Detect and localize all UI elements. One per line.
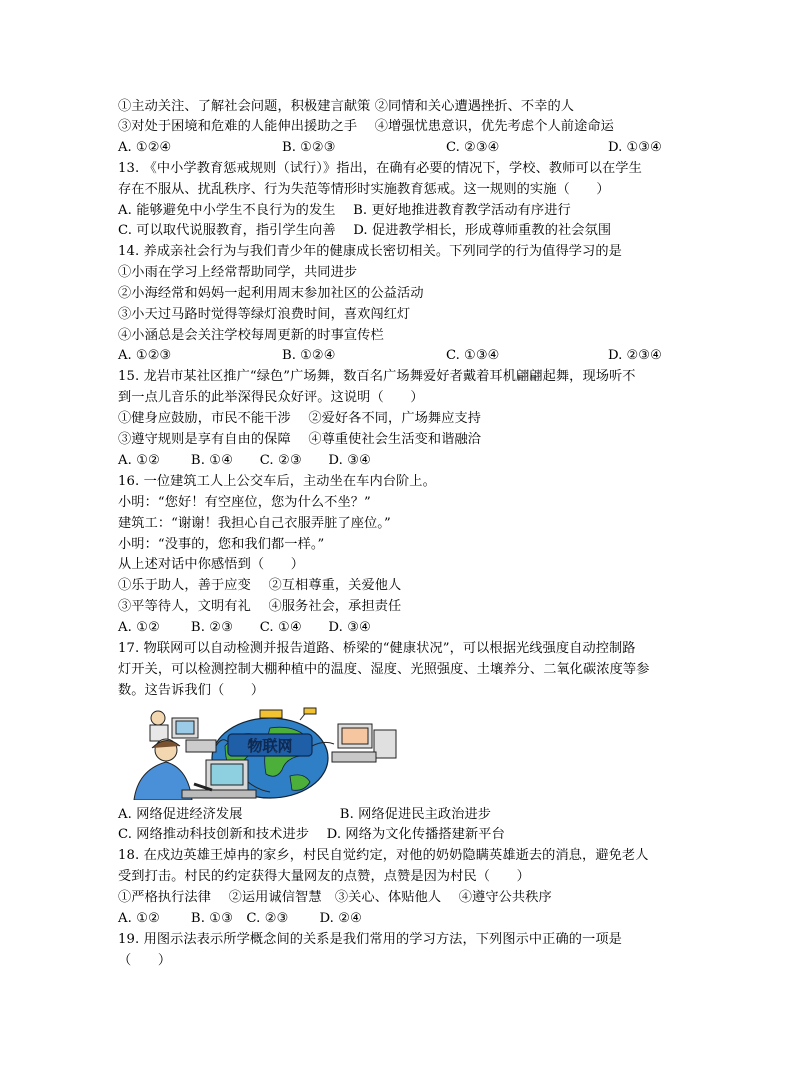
q14-option-d: D. ②③④ [608, 348, 662, 363]
q13-stem-1: 13. 《中小学教育惩戒规则（试行）》指出，在确有必要的情况下，学校、教师可以在学生 [118, 161, 642, 176]
q14-statement-3: ③小天过马路时觉得等绿灯浪费时间，喜欢闯红灯 [118, 307, 411, 322]
q14-option-b: B. ①②④ [282, 348, 336, 363]
q14-statement-4: ④小涵总是会关注学校每周更新的时事宣传栏 [118, 328, 384, 343]
q14-statement-2: ②小海经常和妈妈一起利用周末参加社区的公益活动 [118, 286, 424, 301]
q18-options: A. ①② B. ①③ C. ②③ D. ②④ [118, 911, 363, 926]
q17-options-ab: A. 网络促进经济发展 B. 网络促进民主政治进步 [118, 807, 492, 822]
q14-option-c: C. ①③④ [446, 348, 500, 363]
q16-dialog-3: 小明：“没事的，您和我们都一样。” [118, 537, 325, 552]
q12-statement-1: ①主动关注、了解社会问题，积极建言献策 ②同情和关心遭遇挫折、不幸的人 [118, 99, 575, 114]
q16-options: A. ①② B. ②③ C. ①④ D. ③④ [118, 620, 372, 635]
q15-statements-34: ③遵守规则是享有自由的保障 ④尊重使社会生活变和谐融洽 [118, 432, 482, 447]
iot-illustration [120, 706, 420, 800]
q17-stem-3: 数。这告诉我们（ ） [118, 683, 265, 698]
q18-stem-1: 18. 在戍边英雄王焯冉的家乡，村民自觉约定，对他的奶奶隐瞒英雄逝去的消息，避免老人 [118, 848, 649, 863]
q12-option-c: C. ②③④ [446, 140, 500, 155]
q16-statements-34: ③平等待人，文明有礼 ④服务社会，承担责任 [118, 599, 402, 614]
q14-statement-1: ①小雨在学习上经常帮助同学，共同进步 [118, 265, 358, 280]
q14-option-a: A. ①②③ [118, 348, 172, 363]
q16-dialog-2: 建筑工：“谢谢！我担心自己衣服弄脏了座位。” [118, 516, 391, 531]
q16-question: 从上述对话中你感悟到（ ） [118, 557, 305, 572]
q13-options-cd: C. 可以取代说服教育，指引学生向善 D. 促进教学相长，形成尊师重教的社会氛围 [118, 223, 612, 238]
q15-stem-2: 到一点儿音乐的此举深得民众好评。这说明（ ） [118, 390, 424, 405]
q16-stem: 16. 一位建筑工人上公交车后，主动坐在车内台阶上。 [118, 474, 436, 489]
q16-statements-12: ①乐于助人，善于应变 ②互相尊重，关爱他人 [118, 578, 402, 593]
q19-stem: 19. 用图示法表示所学概念间的关系是我们常用的学习方法，下列图示中正确的一项是 [118, 932, 622, 947]
q15-options: A. ①② B. ①④ C. ②③ D. ③④ [118, 453, 372, 468]
q12-option-d: D. ①③④ [608, 140, 662, 155]
q19-blank: （ ） [118, 953, 172, 968]
q17-stem-2: 灯开关，可以检测控制大棚种植中的温度、湿度、光照强度、土壤养分、二氧化碳浓度等参 [118, 662, 650, 677]
iot-banner-label: 物联网 [247, 737, 293, 755]
q15-statements-12: ①健身应鼓励，市民不能干涉 ②爱好各不同，广场舞应支持 [118, 411, 482, 426]
q18-statements: ①严格执行法律 ②运用诚信智慧 ③关心、体贴他人 ④遵守公共秩序 [118, 890, 552, 905]
q14-stem: 14. 养成亲社会行为与我们青少年的健康成长密切相关。下列同学的行为值得学习的是 [118, 244, 622, 259]
satellite-icon [260, 708, 316, 720]
q15-stem-1: 15. 龙岩市某社区推广“绿色”广场舞，数百名广场舞爱好者戴着耳机翩翩起舞，现场听不 [118, 369, 636, 384]
device-icon [332, 724, 396, 762]
q13-options-ab: A. 能够避免中小学生不良行为的发生 B. 更好地推进教育教学活动有序进行 [118, 203, 571, 218]
q12-option-b: B. ①②③ [282, 140, 336, 155]
q17-stem-1: 17. 物联网可以自动检测并报告道路、桥梁的“健康状况”，可以根据光线强度自动控制路 [118, 641, 636, 656]
q12-option-a: A. ①②④ [118, 140, 172, 155]
q17-options-cd: C. 网络推动科技创新和技术进步 D. 网络为文化传播搭建新平台 [118, 827, 505, 842]
q18-stem-2: 受到打击。村民的约定获得大量网友的点赞，点赞是因为村民（ ） [118, 869, 530, 884]
q12-statement-2: ③对处于困境和危难的人能伸出援助之手 ④增强忧患意识，优先考虑个人前途命运 [118, 119, 614, 134]
q16-dialog-1: 小明：“您好！有空座位，您为什么不坐？” [118, 495, 371, 510]
q13-stem-2: 存在不服从、扰乱秩序、行为失范等情形时实施教育惩戒。这一规则的实施（ ） [118, 182, 610, 197]
